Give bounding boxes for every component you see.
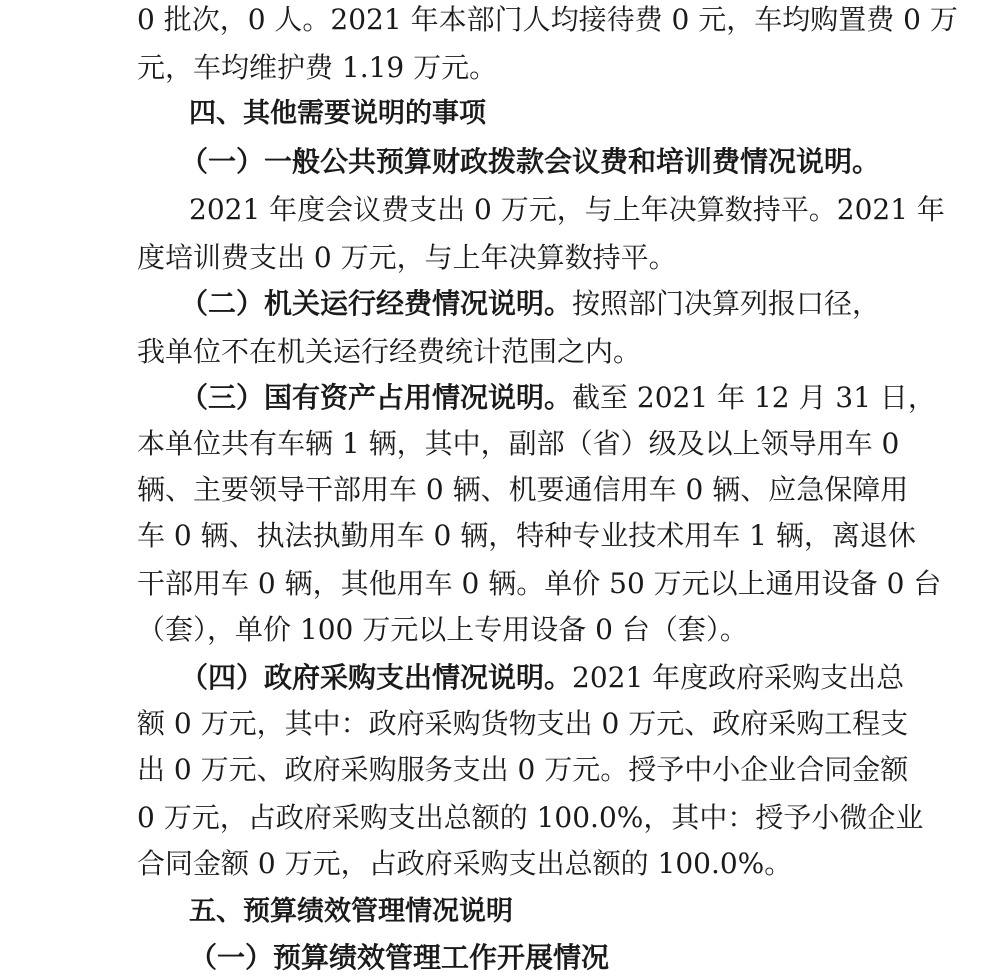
paragraph-line (0, 48, 1000, 88)
line-text: 0 万元，占政府采购支出总额的 100.0%，其中：授予小微企业 (137, 801, 924, 834)
paragraph-line (0, 470, 1000, 510)
line-text: 本单位共有车辆 1 辆，其中，副部（省）级及以上领导用车 0 (137, 427, 900, 460)
line-text: 我单位不在机关运行经费统计范围之内。 (137, 335, 642, 368)
line-text: 出 0 万元、政府采购服务支出 0 万元。授予中小企业合同金额 (137, 753, 909, 786)
line-text: （套），单价 100 万元以上专用设备 0 台（套）。 (137, 613, 748, 646)
paragraph-line (0, 238, 1000, 278)
paragraph-line (0, 190, 1000, 230)
inline-subheading: （四）政府采购支出情况说明。 (180, 661, 573, 694)
subheading-text: （一）一般公共预算财政拨款会议费和培训费情况说明。 (180, 145, 881, 178)
line-text: 辆、主要领导干部用车 0 辆、机要通信用车 0 辆、应急保障用 (137, 473, 909, 506)
paragraph-line (0, 610, 1000, 650)
paragraph-line (0, 0, 1000, 40)
paragraph-line (0, 284, 1000, 324)
line-text: 度培训费支出 0 万元，与上年决算数持平。 (137, 241, 677, 274)
line-text: 额 0 万元，其中：政府采购货物支出 0 万元、政府采购工程支 (137, 707, 909, 740)
paragraph-line (0, 424, 1000, 464)
paragraph-line (0, 658, 1000, 698)
line-text: 2021 年度政府采购支出总 (572, 661, 905, 694)
line-text: 0 批次，0 人。2021 年本部门人均接待费 0 元，车均购置费 0 万 (137, 3, 958, 36)
paragraph-line (0, 378, 1000, 418)
paragraph-line (0, 704, 1000, 744)
line-text: 合同金额 0 万元，占政府采购支出总额的 100.0%。 (137, 847, 793, 880)
section-heading (0, 892, 1000, 932)
paragraph-line (0, 750, 1000, 790)
paragraph-line (0, 332, 1000, 372)
section-heading (0, 94, 1000, 134)
line-text: 2021 年度会议费支出 0 万元，与上年决算数持平。2021 年 (189, 193, 945, 226)
line-text: 干部用车 0 辆，其他用车 0 辆。单价 50 万元以上通用设备 0 台 (137, 567, 942, 600)
heading-text: 五、预算绩效管理情况说明 (189, 896, 513, 927)
subsection-heading (0, 142, 1000, 182)
inline-subheading: （三）国有资产占用情况说明。 (180, 381, 573, 414)
paragraph-line (0, 844, 1000, 884)
line-text: 截至 2021 年 12 月 31 日， (572, 381, 936, 414)
paragraph-line (0, 798, 1000, 838)
subheading-text: （一）预算绩效管理工作开展情况 (189, 941, 610, 974)
heading-text: 四、其他需要说明的事项 (189, 98, 486, 129)
line-text: 元，车均维护费 1.19 万元。 (137, 51, 498, 84)
subsection-heading (0, 938, 1000, 978)
inline-subheading: （二）机关运行经费情况说明。 (180, 287, 573, 320)
paragraph-line (0, 516, 1000, 556)
paragraph-line (0, 564, 1000, 604)
line-text: 车 0 辆、执法执勤用车 0 辆，特种专业技术用车 1 辆，离退休 (137, 519, 916, 552)
line-text: 按照部门决算列报口径， (572, 287, 881, 320)
